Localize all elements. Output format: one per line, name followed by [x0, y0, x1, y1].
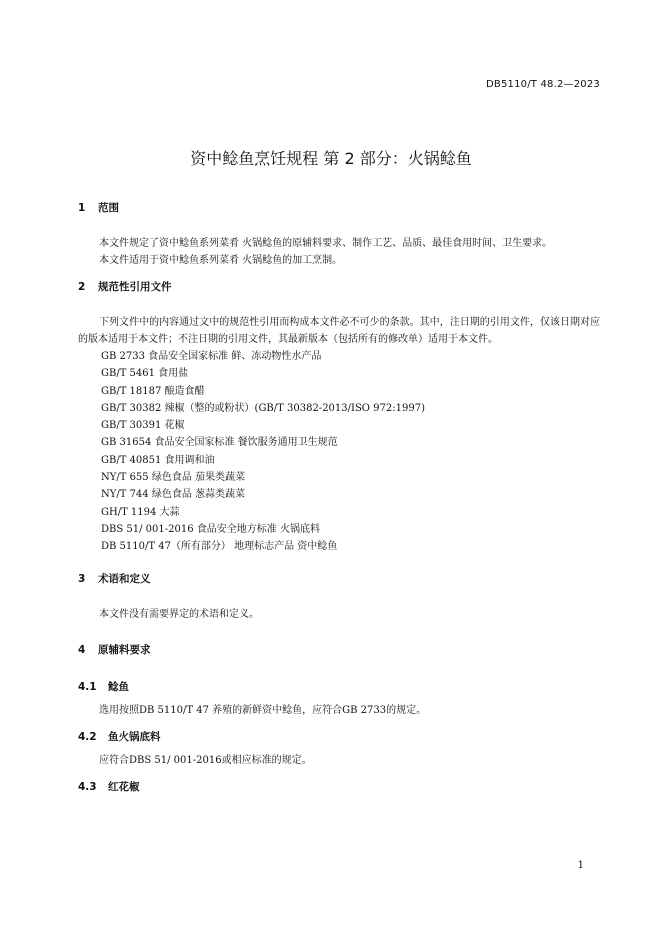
reference-item: GB 2733 食品安全国家标准 鲜、冻动物性水产品 — [101, 351, 322, 362]
reference-item: GB/T 18187 酿造食醋 — [101, 385, 205, 397]
section-heading-terms — [78, 569, 600, 589]
document-title: 资中鲶鱼烹饪规程 第 2 部分：火锅鲶鱼 — [190, 149, 472, 168]
reference-item: NY/T 655 绿色食品 茄果类蔬菜 — [101, 472, 246, 484]
section-title: 术语和定义 — [98, 572, 151, 585]
subsection-heading-catfish — [78, 677, 600, 697]
section-title: 原辅料要求 — [98, 643, 151, 656]
section-number: 3 — [78, 572, 86, 585]
subsection-number: 4.2 — [78, 730, 97, 743]
document-body — [78, 198, 600, 797]
reference-item: NY/T 744 绿色食品 葱蒜类蔬菜 — [101, 489, 246, 501]
references-intro: 下列文件中的内容通过文中的规范性引用而构成本文件必不可少的条款。其中，注日期的引用文件，仅该日期对应的版本适用于本文件；不注日期的引用文件，其最新版本（包括所有的修改单）适用于本文件。 — [78, 317, 600, 345]
subsection-number: 4.3 — [78, 780, 97, 793]
reference-item: GB/T 5461 食用盐 — [101, 368, 189, 380]
reference-list — [78, 348, 600, 556]
subsection-number: 4.1 — [78, 680, 97, 693]
section-heading-scope — [78, 198, 600, 218]
section-title: 范围 — [98, 202, 119, 214]
subsection-heading-red-pepper — [78, 777, 600, 797]
section-heading-references — [78, 277, 600, 297]
hotpot-base-requirement: 应符合DBS 51/ 001-2016或相应标准的规定。 — [99, 754, 312, 766]
section-heading-materials — [78, 640, 600, 660]
reference-item: DB 5110/T 47（所有部分） 地理标志产品 资中鲶鱼 — [101, 541, 338, 553]
document-code: DB5110/T 48.2—2023 — [486, 79, 600, 90]
section-number: 2 — [78, 281, 86, 293]
scope-paragraph-2: 本文件适用于资中鲶鱼系列菜肴 火锅鲶鱼的加工烹制。 — [99, 255, 343, 266]
page-number: 1 — [577, 860, 584, 871]
reference-item: GH/T 1194 大蒜 — [101, 506, 180, 518]
subsection-title: 红花椒 — [108, 780, 140, 793]
reference-item: GB/T 30391 花椒 — [101, 420, 185, 432]
subsection-heading-hotpot-base — [78, 727, 600, 747]
section-title: 规范性引用文件 — [98, 281, 172, 293]
section-number: 4 — [78, 643, 86, 656]
catfish-requirement: 选用按照DB 5110/T 47 养殖的新鲜资中鲶鱼，应符合GB 2733的规定。 — [99, 704, 427, 716]
subsection-title: 鲶鱼 — [108, 680, 129, 693]
reference-item: GB/T 40851 食用调和油 — [101, 454, 215, 466]
reference-item: GB/T 30382 辣椒（整的或粉状）(GB/T 30382-2013/ISO 972:1997) — [101, 402, 425, 414]
subsection-title: 鱼火锅底料 — [108, 730, 161, 743]
terms-paragraph: 本文件没有需要界定的术语和定义。 — [99, 608, 259, 620]
section-number: 1 — [78, 202, 86, 214]
reference-item: GB 31654 食品安全国家标准 餐饮服务通用卫生规范 — [101, 437, 338, 449]
reference-item: DBS 51/ 001-2016 食品安全地方标准 火锅底料 — [101, 523, 320, 535]
scope-paragraph-1: 本文件规定了资中鲶鱼系列菜肴 火锅鲶鱼的原辅料要求、制作工艺、品质、最佳食用时间、卫生要求。 — [99, 238, 553, 249]
